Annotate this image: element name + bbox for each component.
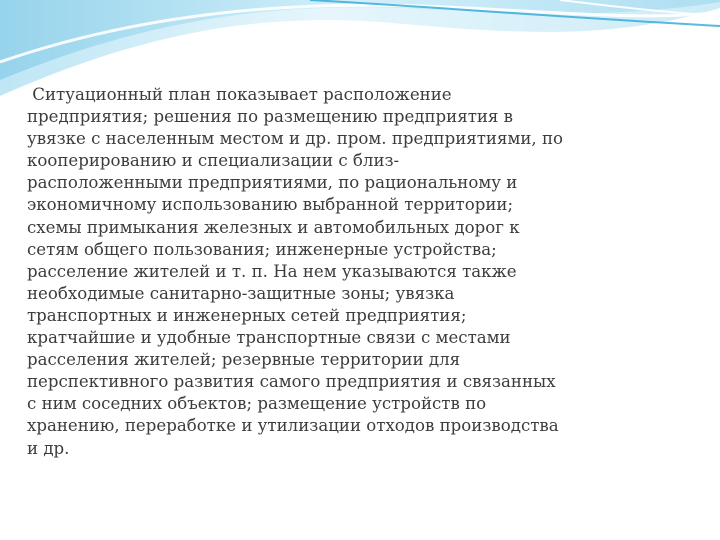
body-text: Ситуационный план показывает расположение предприятия; решения по размещению предприятия в увязке с населенным местом и др. пром. предприятиями, по кооперированию и специализации с близ- расположенными предприятиями, по рациональному и экономичному использованию выбранной территории; схемы примыкания железных и автомобильных дорог к сетям общего пользования; инженерные устройства; расселение жителей и т. п. На нем указываются также необходимые санитарно-защитные зоны; увязка транспортных и инженерных сетей предприятия; кратчайшие и удобные транспортные связи с местами расселения жителей; резервные территории для перспективного развития самого предприятия и связанных с ним соседних объектов; размещение устройств по хранению, переработке и утилизации отходов производства и др. (27, 85, 564, 458)
